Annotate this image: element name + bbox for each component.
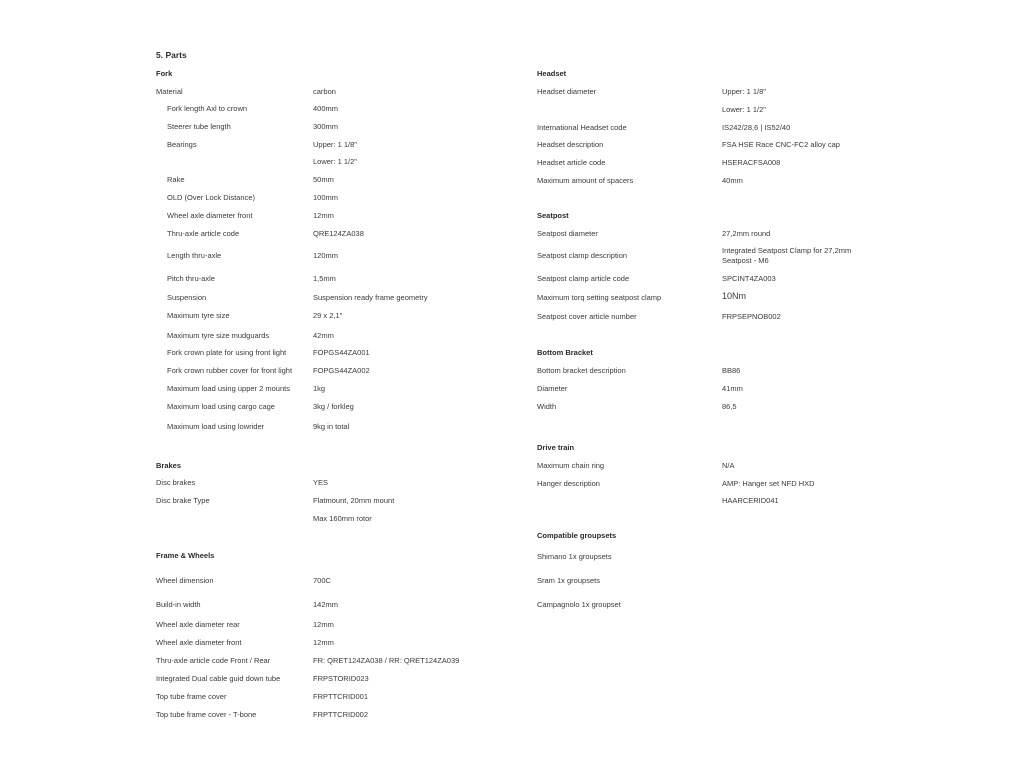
- spec-value: 42mm: [313, 331, 334, 340]
- spec-value: QRE124ZA038: [313, 229, 364, 238]
- spec-value: FSA HSE Race CNC-FC2 alloy cap: [722, 140, 840, 149]
- spec-value: carbon: [313, 87, 336, 96]
- spec-value: 142mm: [313, 600, 339, 609]
- spec-value: Max 160mm rotor: [313, 514, 372, 523]
- spec-label: Wheel axle diameter front: [167, 211, 253, 220]
- spec-label: Width: [537, 402, 557, 411]
- spec-label: Maximum chain ring: [537, 461, 605, 470]
- spec-value: Suspension ready frame geometry: [313, 293, 428, 302]
- spec-value: SPCINT4ZA003: [722, 274, 776, 283]
- spec-value: YES: [313, 478, 329, 487]
- spec-value: Upper: 1 1/8": [313, 140, 357, 149]
- spec-label: Maximum load using cargo cage: [167, 402, 275, 411]
- spec-label: Wheel dimension: [156, 576, 214, 585]
- spec-value: FRPTTCRID002: [313, 710, 369, 719]
- section-title-compatible-groupsets: Compatible groupsets: [537, 531, 617, 540]
- spec-value: Upper: 1 1/8": [722, 87, 766, 96]
- spec-value: HAARCERID041: [722, 496, 779, 505]
- spec-value: 27,2mm round: [722, 229, 771, 238]
- section-title-bottom-bracket: Bottom Bracket: [537, 348, 593, 357]
- spec-label: Top tube frame cover: [156, 692, 227, 701]
- spec-value: AMP: Hanger set NFD HXD: [722, 479, 815, 488]
- spec-label: Hanger description: [537, 479, 600, 488]
- spec-value: FOPGS44ZA001: [313, 348, 370, 357]
- spec-value: N/A: [722, 461, 735, 470]
- spec-value: FRPSEPNOB002: [722, 312, 781, 321]
- spec-label: Rake: [167, 175, 185, 184]
- spec-label: Maximum amount of spacers: [537, 176, 634, 185]
- spec-label: Wheel axle diameter front: [156, 638, 242, 647]
- section-title-fork: Fork: [156, 69, 173, 78]
- spec-label: Headset description: [537, 140, 604, 149]
- spec-value: FRPTTCRID001: [313, 692, 369, 701]
- spec-label: Build-in width: [156, 600, 201, 609]
- spec-label: Maximum load using upper 2 mounts: [167, 384, 290, 393]
- spec-label: OLD (Over Lock Distance): [167, 193, 255, 202]
- spec-value: 9kg in total: [313, 422, 350, 431]
- spec-label: Length thru-axle: [167, 251, 222, 260]
- spec-label: Steerer tube length: [167, 122, 231, 131]
- spec-label: Disc brakes: [156, 478, 196, 487]
- page-title: 5. Parts: [156, 50, 187, 60]
- spec-label: Pitch thru-axle: [167, 274, 215, 283]
- section-title-brakes: Brakes: [156, 461, 182, 470]
- spec-value: 100mm: [313, 193, 339, 202]
- spec-value: FRPSTORID023: [313, 674, 369, 683]
- spec-value: Integrated Seatpost Clamp for 27,2mm: [722, 246, 852, 255]
- spec-value: IS242/28,6 | IS52/40: [722, 123, 791, 132]
- spec-value: 700C: [313, 576, 331, 585]
- spec-label: Top tube frame cover - T-bone: [156, 710, 257, 719]
- spec-label: Maximum load using lowrider: [167, 422, 265, 431]
- spec-value: FR: QRET124ZA038 / RR: QRET124ZA039: [313, 656, 460, 665]
- spec-value: HSERACFSA008: [722, 158, 781, 167]
- spec-label: Bearings: [167, 140, 197, 149]
- spec-value: 41mm: [722, 384, 743, 393]
- spec-label: Fork length Axl to crown: [167, 104, 248, 113]
- spec-value: Lower: 1 1/2": [722, 105, 766, 114]
- spec-value: 120mm: [313, 251, 339, 260]
- spec-value: 400mm: [313, 104, 339, 113]
- spec-value: 40mm: [722, 176, 743, 185]
- spec-value: Flatmount, 20mm mount: [313, 496, 395, 505]
- spec-label: Disc brake Type: [156, 496, 210, 505]
- spec-label: Seatpost cover article number: [537, 312, 637, 321]
- spec-label: Shimano 1x groupsets: [537, 552, 612, 561]
- spec-label: Fork crown rubber cover for front light: [167, 366, 293, 375]
- spec-value: 12mm: [313, 211, 334, 220]
- section-title-frame-wheels: Frame & Wheels: [156, 551, 215, 560]
- section-title-drive-train: Drive train: [537, 443, 575, 452]
- spec-label: Headset diameter: [537, 87, 597, 96]
- spec-value: 1kg: [313, 384, 326, 393]
- spec-label: Sram 1x groupsets: [537, 576, 600, 585]
- spec-label: Suspension: [167, 293, 207, 302]
- spec-value: 10Nm: [722, 291, 747, 301]
- spec-label: Campagnolo 1x groupset: [537, 600, 621, 609]
- section-title-headset: Headset: [537, 69, 567, 78]
- spec-label: Diameter: [537, 384, 568, 393]
- spec-label: Wheel axle diameter rear: [156, 620, 240, 629]
- spec-label: Headset article code: [537, 158, 606, 167]
- spec-value: FOPGS44ZA002: [313, 366, 370, 375]
- spec-value: 1,5mm: [313, 274, 336, 283]
- spec-value: 12mm: [313, 638, 334, 647]
- spec-label: Integrated Dual cable guid down tube: [156, 674, 281, 683]
- spec-label: Seatpost clamp description: [537, 251, 628, 260]
- spec-label: Maximum torq setting seatpost clamp: [537, 293, 662, 302]
- spec-label: Seatpost clamp article code: [537, 274, 630, 283]
- spec-value: BB86: [722, 366, 741, 375]
- spec-value: 12mm: [313, 620, 334, 629]
- spec-value: 50mm: [313, 175, 334, 184]
- spec-value: 300mm: [313, 122, 339, 131]
- spec-value: Lower: 1 1/2": [313, 157, 357, 166]
- spec-label: Thru-axle article code Front / Rear: [156, 656, 271, 665]
- section-title-seatpost: Seatpost: [537, 211, 569, 220]
- spec-value: 29 x 2,1": [313, 311, 343, 320]
- spec-label: International Headset code: [537, 123, 627, 132]
- spec-label: Seatpost diameter: [537, 229, 598, 238]
- spec-label: Bottom bracket description: [537, 366, 626, 375]
- spec-label: Material: [156, 87, 183, 96]
- spec-label: Maximum tyre size: [167, 311, 230, 320]
- spec-label: Maximum tyre size mudguards: [167, 331, 270, 340]
- spec-value-line2: Seatpost - M6: [722, 256, 769, 265]
- spec-label: Fork crown plate for using front light: [167, 348, 287, 357]
- spec-label: Thru-axle article code: [167, 229, 240, 238]
- spec-value: 3kg / forkleg: [313, 402, 354, 411]
- spec-value: 86,5: [722, 402, 737, 411]
